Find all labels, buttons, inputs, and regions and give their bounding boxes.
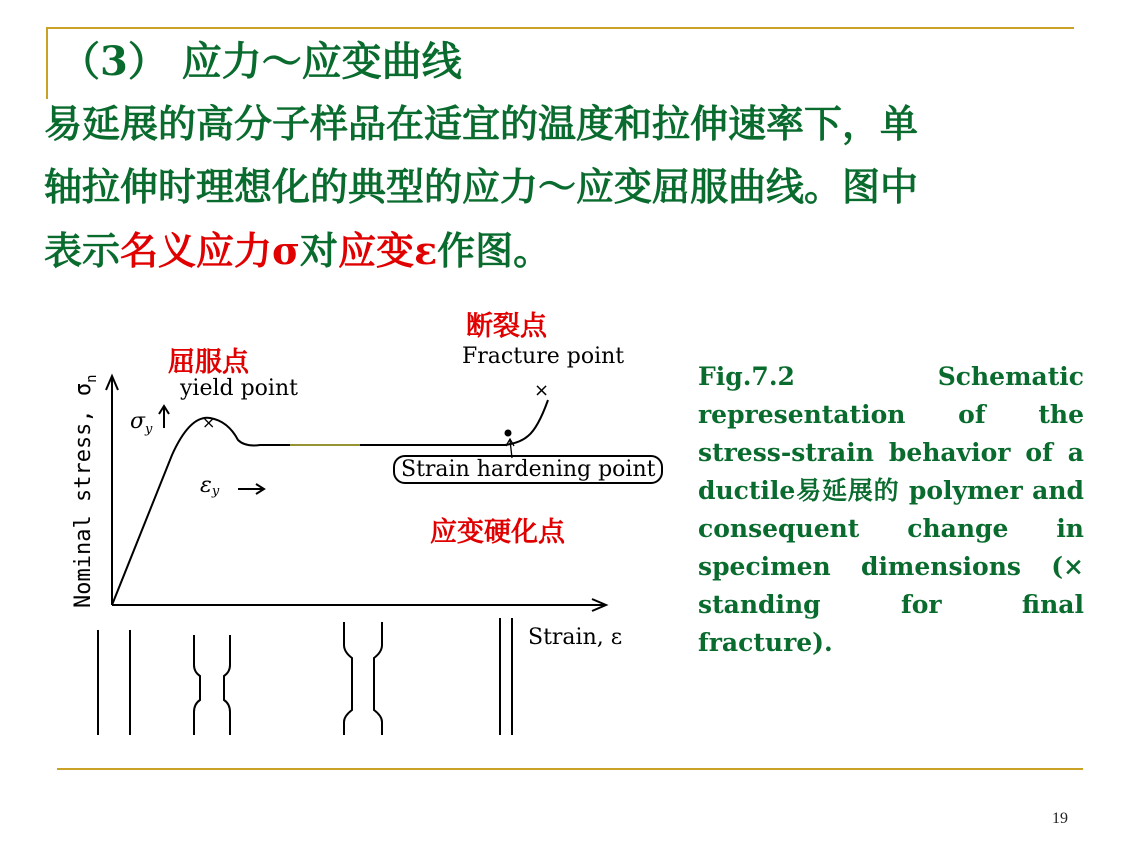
fracture-marker: × [534,380,550,401]
fracture-point-label-cn: 断裂点 [466,311,547,342]
strain-hardening-point-label-cn: 应变硬化点 [430,517,565,548]
body-line-3-middle: 对 [300,228,339,273]
strain-hardening-marker [505,430,512,437]
yield-marker: × [202,413,216,432]
strain-hardening-point-label: Strain hardening point [393,455,663,484]
yield-point-label-cn: 屈服点 [168,347,249,378]
top-rule [48,27,1074,29]
body-line-2: 轴拉伸时理想化的典型的应力～应变屈服曲线。图中 [44,164,919,209]
x-axis-label: Strain, ε [528,625,623,650]
specimen-2-left [194,635,200,735]
term-nominal-stress: 名义应力σ [120,228,301,273]
left-rule [46,27,48,99]
specimen-3-right [374,622,382,735]
fracture-point-label: Fracture point [462,344,625,369]
yield-point-label: yield point [180,376,298,401]
slide-title: （3） 应力～应变曲线 [60,38,462,85]
specimen-2-right [224,635,230,735]
stress-strain-curve [112,400,548,605]
specimen-3-left [344,622,352,735]
body-line-1: 易延展的高分子样品在适宜的温度和拉伸速率下，单 [44,101,919,146]
body-line-3 [44,226,551,276]
sigma-y-label: $\sigma_y$ [130,409,153,437]
figure-caption: Fig.7.2 Schematic representation of the stress-strain behavior of a ductile易延展的 polymer and consequent change in specimen dimensions (× standing for final fracture). [698,362,1084,657]
page-number: 19 [1052,810,1068,827]
term-strain: 应变ε [338,228,438,273]
body-line-3-prefix: 表示 [44,228,121,273]
epsilon-y-label: εy [200,473,220,499]
bottom-rule [57,768,1083,770]
y-axis-label: Nominal stress, $\sigma_n$ [71,374,100,608]
body-line-3-suffix: 作图。 [437,228,552,273]
